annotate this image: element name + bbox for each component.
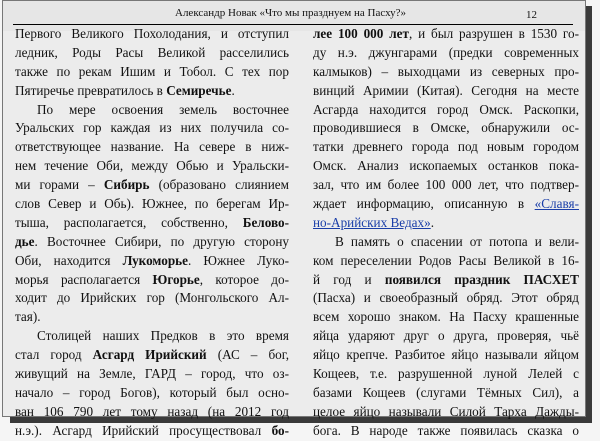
text-run: нем течение Оби, между Обью и Уральски- (15, 158, 289, 174)
text-run: Омск. Анализ ископаемых останков пока- (313, 158, 579, 174)
text-run: Столицей наших Предков в это время (37, 328, 289, 344)
text-line (15, 195, 289, 214)
text-line (313, 101, 579, 120)
text-run: ду н.э. джунгарами (предки современных (313, 44, 579, 60)
text-run: зал, что им более 100 000 лет, что подтвер- (313, 177, 579, 193)
text-line (15, 252, 289, 271)
text-run: Оби, находится (15, 252, 123, 268)
page-number: 12 (526, 9, 537, 21)
text-line (15, 176, 289, 195)
bold-term: бо- (271, 422, 289, 438)
text-run: Пятиречье превратилось в (15, 82, 167, 98)
text-run: Кощеев, т.е. разрушенной луной Лелей с (313, 366, 579, 382)
text-run: ответствующее название. На севере в ниж- (15, 139, 289, 155)
text-run: . (430, 214, 435, 230)
text-line (15, 25, 289, 44)
text-line (313, 403, 579, 422)
text-run: , которое до- (199, 271, 289, 287)
text-run: й год и (313, 271, 385, 287)
text-run: (АС – бог, (206, 347, 289, 363)
text-line (15, 82, 289, 101)
text-run: В память о спасении от потопа и вели- (335, 233, 579, 249)
text-run: калмыков) – выходцами из северных про- (313, 63, 579, 79)
text-run: ком переселении Родов Расы Великой в 16- (313, 252, 579, 268)
text-line (313, 119, 579, 138)
text-line (313, 271, 579, 290)
text-line (313, 82, 579, 101)
document-page (2, 0, 586, 438)
bold-term: Семиречье (166, 82, 232, 98)
text-run: базами Кощеев (слугами Тёмных Сил), а (313, 384, 579, 400)
text-line (313, 44, 579, 63)
text-run: ми горами – (15, 177, 104, 193)
text-line (313, 138, 579, 157)
text-line (15, 422, 289, 441)
text-run: тыша, располагается, собственно, (15, 214, 243, 230)
text-line (313, 63, 579, 82)
bold-term: Белово- (242, 214, 289, 230)
text-run: начало – город Богов), который был осно- (15, 384, 289, 400)
text-line (313, 214, 579, 233)
text-run: Асгарда находится город Омск. Раскопки, (313, 101, 579, 117)
text-run: н.э.). Асгард Ирийский просуществовал (15, 422, 272, 438)
text-line (313, 346, 579, 365)
text-run: бога. В народе также появилась сказка о (313, 422, 579, 438)
vedas-link[interactable]: «Славя- (534, 196, 579, 212)
bold-term: Лукоморье (122, 252, 188, 268)
text-line (313, 233, 579, 252)
text-run: слов Север и Обь). Южнее, по берегам Ир- (15, 196, 289, 212)
text-run: стал город (15, 347, 93, 363)
text-run: . (231, 82, 235, 98)
text-line (15, 403, 289, 422)
text-line (15, 214, 289, 233)
text-run: проводившиеся в Омске, обнаружили ос- (313, 120, 579, 136)
right-text-column (313, 25, 579, 441)
text-run: (образовано слиянием (149, 177, 289, 193)
text-line (313, 252, 579, 271)
text-line (15, 346, 289, 365)
text-run: тая). (15, 309, 41, 325)
text-line (313, 327, 579, 346)
text-run: . Восточнее Сибири, по другую сторону (34, 233, 289, 249)
vedas-link[interactable]: но-Арийских Ведах» (313, 214, 431, 230)
bold-term: Югорье (152, 271, 200, 287)
text-line (313, 25, 579, 44)
text-run: ходит до Ирийских гор (Монгольского Ал- (15, 290, 289, 306)
bold-term: Сибирь (103, 177, 150, 193)
text-line (313, 308, 579, 327)
bold-term: лее 100 000 лет (313, 26, 409, 41)
text-line (15, 271, 289, 290)
text-run: татки древнего города под новым городом (313, 139, 579, 155)
text-line (15, 63, 289, 82)
text-line (15, 365, 289, 384)
text-line (313, 365, 579, 384)
text-run: целое яйцо называли Силой Тарха Дажды- (313, 403, 579, 419)
text-run: По мере освоения земель восточнее (37, 101, 289, 117)
text-run: также по рекам Ишим и Тобол. С тех пор (15, 63, 289, 79)
bold-term: Асгард Ирийский (92, 347, 207, 363)
header-title: Александр Новак «Что мы празднуем на Пасху?» (175, 7, 407, 19)
text-run: ждает информацию, описанную в (313, 196, 535, 212)
text-line (313, 422, 579, 441)
text-line (15, 44, 289, 63)
page-shadow-right (586, 6, 592, 423)
text-run: , и был разрушен в 1530 го- (408, 26, 579, 41)
text-line (313, 195, 579, 214)
text-line (313, 289, 579, 308)
text-line (15, 384, 289, 403)
text-line (15, 289, 289, 308)
text-run: (Пасха) и своеобразный обряд. Этот обряд (313, 290, 579, 306)
text-line (313, 176, 579, 195)
text-run: яйца ударяют друг о друга, проверяя, чьё (313, 328, 579, 344)
text-run: всем хорошо знаком. На Пасху крашенные (313, 309, 579, 325)
text-run: ван 106 790 лет тому назад (на 2012 год (15, 403, 289, 419)
text-run: . Южнее Луко- (188, 252, 289, 268)
bold-term: дье (15, 233, 35, 249)
bold-term: появился праздник ПАСХЕТ (384, 271, 579, 287)
text-line (313, 157, 579, 176)
text-line (15, 327, 289, 346)
text-run: яйцо крепче. Разбитое яйцо называли яйцом (313, 347, 579, 363)
text-run: винций Аримии (Китая). Сегодня на месте (313, 82, 579, 98)
text-line (15, 138, 289, 157)
text-run: Первого Великого Похолодания, и отступил (15, 26, 289, 41)
text-run: живущий на Земле, ГАРД – город, что оз- (15, 366, 289, 382)
text-line (15, 233, 289, 252)
text-line (15, 101, 289, 120)
text-line (313, 384, 579, 403)
text-line (15, 157, 289, 176)
text-line (15, 119, 289, 138)
left-text-column (15, 25, 289, 441)
text-run: ледник, Роды Расы Великой расселились (15, 44, 289, 60)
text-run: Уральских гор каждая из них получила со- (15, 120, 289, 136)
text-run: морья располагается (15, 271, 153, 287)
text-line (15, 308, 289, 327)
